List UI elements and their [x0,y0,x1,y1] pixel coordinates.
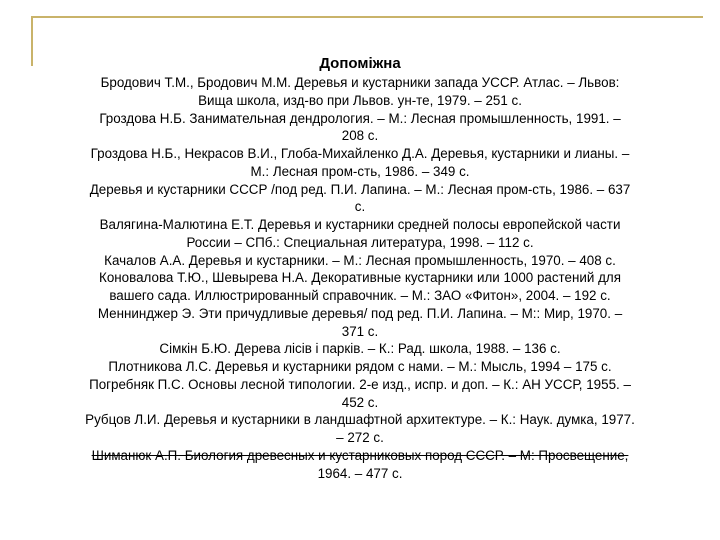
reference-line: Качалов А.А. Деревья и кустарники. – М.: Лесная промышленность, 1970. – 408 с. [104,252,616,268]
reference-list [30,74,690,482]
reference-line: вашего сада. Иллюстрированный справочник. – М.: ЗАО «Фитон», 2004. – 192 с. [109,288,611,303]
reference-line: – 272 с. [336,430,384,445]
reference-line: 371 с. [341,323,379,339]
reference-line: Гроздова Н.Б., Некрасов В.И., Глоба-Михайленко Д.А. Деревья, кустарники и лианы. – [90,146,630,161]
reference-item [30,340,690,358]
reference-line: 208 с. [341,128,379,144]
page-title: Допоміжна [319,55,401,72]
reference-line: Валягина-Малютина Е.Т. Деревья и кустарники средней полосы европейской части [99,217,621,232]
reference-line: М.: Лесная пром-сть, 1986. – 349 с. [250,163,470,179]
reference-line: Гроздова Н.Б. Занимательная дендрология. – М.: Лесная промышленность, 1991. – [99,110,621,126]
reference-line: Сімкін Б.Ю. Дерева лісів і парків. – К.: Рад. школа, 1988. – 136 с. [159,341,561,357]
decorative-frame-top [31,16,703,18]
reference-line: Бродович Т.М., Бродович М.М. Деревья и кустарники запада УССР. Атлас. – Львов: [100,75,620,90]
reference-item [30,252,690,270]
reference-item [30,269,690,305]
reference-line: с. [354,199,366,215]
reference-line: Погребняк П.С. Основы лесной типологии. 2-е изд., испр. и доп. – К.: АН УССР, 1955. – [89,376,631,392]
reference-item [30,216,690,252]
reference-item [30,305,690,341]
reference-item [30,145,690,181]
reference-line: Шиманюк А.П. Биология древесных и кустарниковых пород СССР. – М: Просвещение, [91,447,629,463]
reference-line: России – СПб.: Специальная литература, 1998. – 112 с. [186,234,534,250]
reference-line: Вища школа, изд-во при Львов. ун-те, 1979. – 251 с. [198,92,522,108]
reference-item [30,74,690,110]
reference-item [30,181,690,217]
reference-item [30,358,690,376]
reference-line: 1964. – 477 с. [317,465,403,481]
reference-line: Рубцов Л.И. Деревья и кустарники в ландшафтной архитектуре. – К.: Наук. думка, 1977. [85,412,635,428]
reference-item [30,447,690,465]
reference-line: 452 с. [341,394,379,410]
reference-item [30,110,690,146]
reference-item [30,465,690,483]
reference-line: Плотникова Л.С. Деревья и кустарники рядом с нами. – М.: Мысль, 1994 – 175 с. [108,359,612,374]
reference-line: Деревья и кустарники СССР /под ред. П.И. Лапина. – М.: Лесная пром-сть, 1986. – 637 [89,181,631,197]
reference-line: Меннинджер Э. Эти причудливые деревья/ под ред. П.И. Лапина. – М:: Мир, 1970. – [97,305,623,321]
reference-item [30,411,690,447]
reference-item [30,376,690,412]
reference-line: Коновалова Т.Ю., Шевырева Н.А. Декоративные кустарники или 1000 растений для [99,270,621,286]
